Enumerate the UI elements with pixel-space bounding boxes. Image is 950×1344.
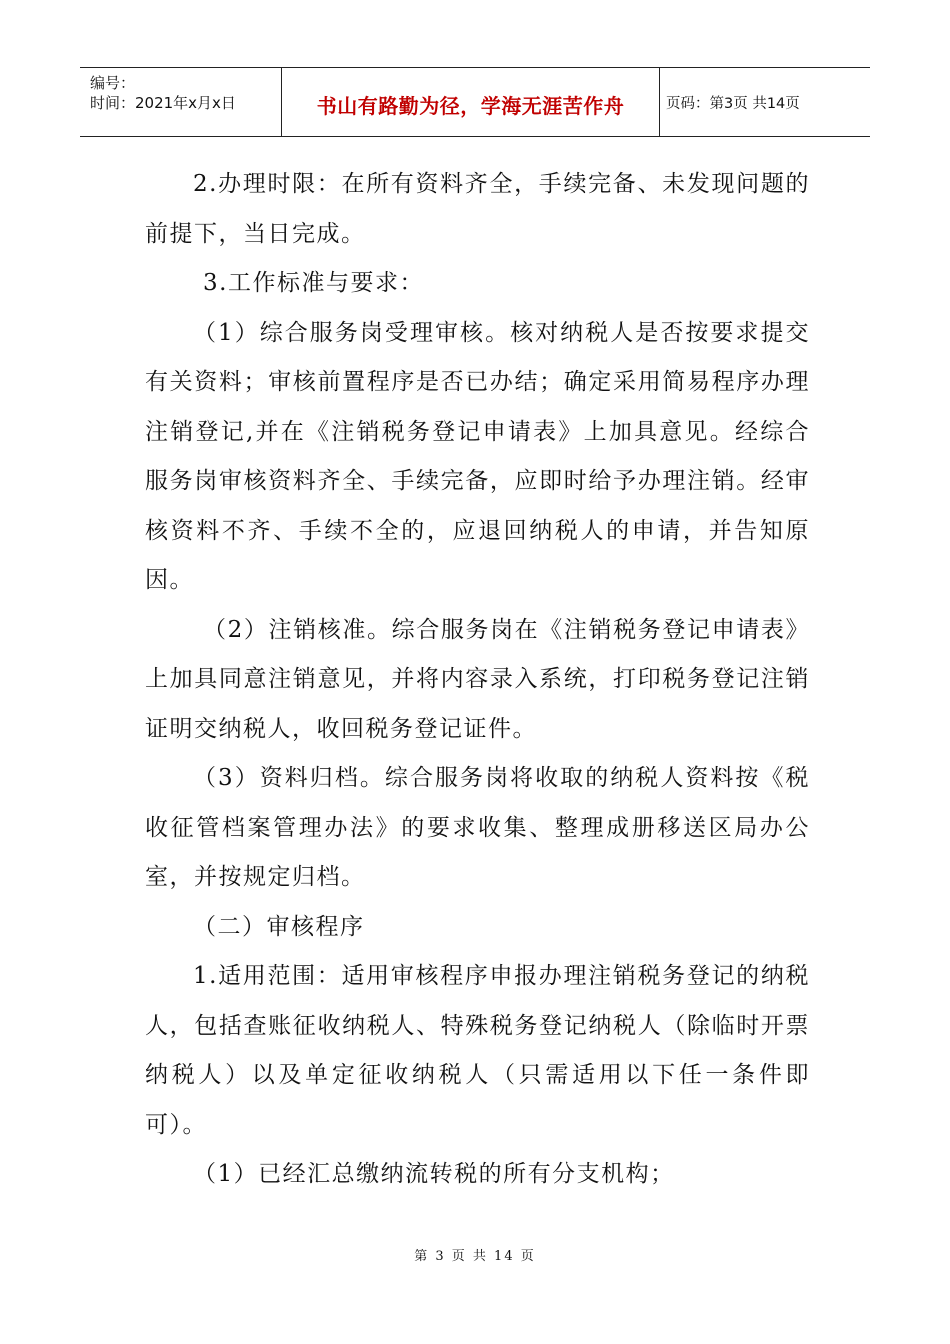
header-left-cell: [80, 68, 282, 136]
page-footer: 第 3 页 共 14 页: [414, 1249, 536, 1264]
header-motto-cell: [282, 68, 660, 136]
paragraph-item-1: （1）综合服务岗受理审核。核对纳税人是否按要求提交有关资料；审核前置程序是否已办结；确定采用简易程序办理注销登记,并在《注销税务登记申请表》上加具意见。经综合服务岗审核资料齐全、手续完备，应即时给予办理注销。经审核资料不齐、手续不全的，应退回纳税人的申请，并告知原因。: [145, 319, 810, 593]
header-page-cell: [660, 68, 870, 136]
section-heading-review: （二）审核程序: [193, 913, 365, 940]
document-time-label: 时间：2021年x月x日: [90, 94, 236, 112]
paragraph-time-limit: 2.办理时限：在所有资料齐全，手续完备、未发现问题的前提下，当日完成。: [145, 171, 810, 247]
document-body: [145, 160, 810, 1200]
header-table: [80, 67, 870, 137]
page-code-label: 页码：第3页 共14页: [666, 95, 800, 112]
paragraph-scope-item-1: （1）已经汇总缴纳流转税的所有分支机构；: [193, 1161, 675, 1187]
paragraph-item-2: （2）注销核准。综合服务岗在《注销税务登记申请表》上加具同意注销意见，并将内容录入系统，打印税务登记注销证明交纳税人，收回税务登记证件。: [145, 616, 810, 742]
motto-text: 书山有路勤为径，学海无涯苦作舟: [316, 93, 625, 118]
paragraph-item-3: （3）资料归档。综合服务岗将收取的纳税人资料按《税收征管档案管理办法》的要求收集、整理成册移送区局办公室，并按规定归档。: [145, 765, 810, 890]
paragraph-standards-heading: 3.工作标准与要求：: [203, 270, 424, 296]
paragraph-scope: 1.适用范围：适用审核程序申报办理注销税务登记的纳税人，包括查账征收纳税人、特殊税务登记纳税人（除临时开票纳税人）以及单定征收纳税人（只需适用以下任一条件即可）。: [145, 963, 810, 1138]
document-number-label: 编号：: [90, 74, 136, 92]
